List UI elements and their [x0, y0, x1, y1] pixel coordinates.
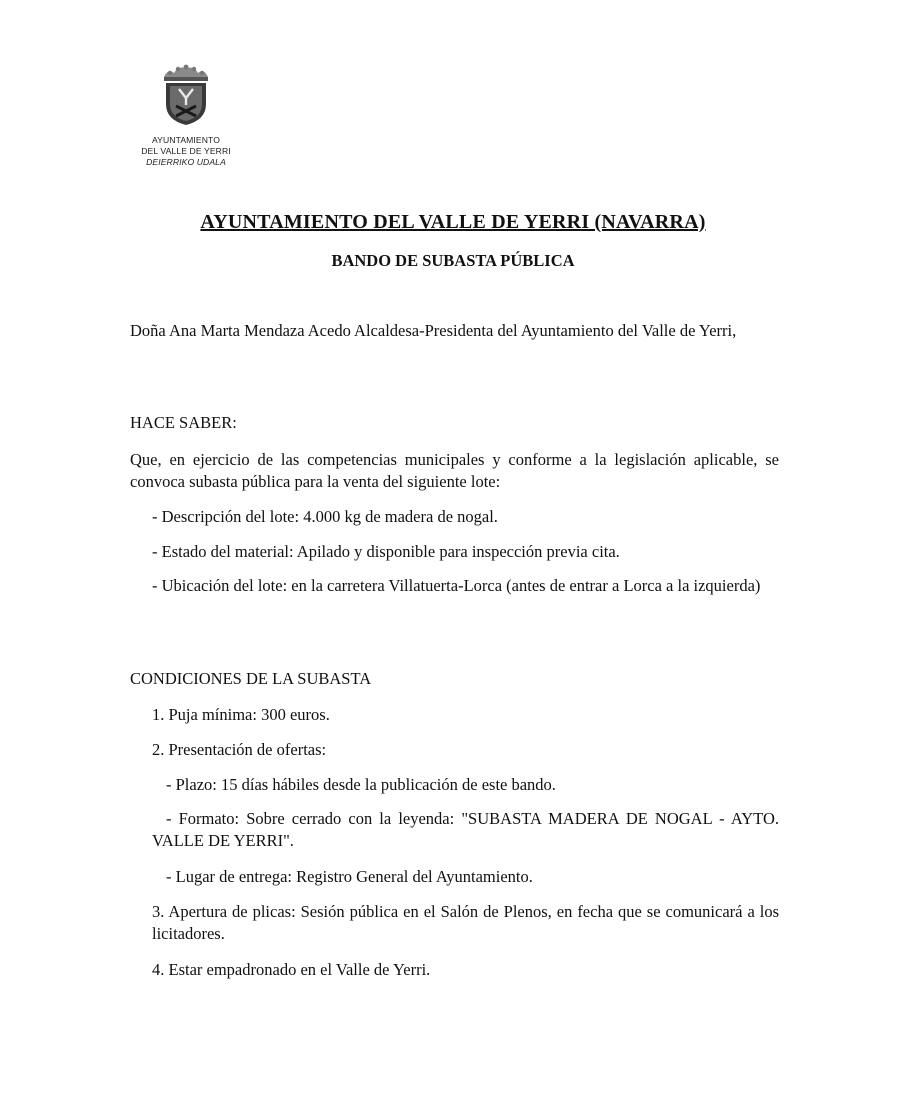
- condiciones-heading: CONDICIONES DE LA SUBASTA: [130, 669, 372, 688]
- convocatoria-paragraph: Que, en ejercicio de las competencias municipales y conforme a la legislación aplicable, se convoca subasta pública para la venta del siguiente lote:: [130, 450, 779, 491]
- lote-item-descripcion: - Descripción del lote: 4.000 kg de madera de nogal.: [152, 507, 498, 526]
- condicion-1: 1. Puja mínima: 300 euros.: [152, 705, 330, 724]
- hace-saber-heading: HACE SABER:: [130, 413, 237, 432]
- condicion-2: 2. Presentación de ofertas:: [152, 740, 327, 759]
- condicion-4: 4. Estar empadronado en el Valle de Yerri.: [152, 960, 431, 979]
- condicion-3: 3. Apertura de plicas: Sesión pública en el Salón de Plenos, en fecha que se comunicará a los licitadores.: [152, 902, 779, 943]
- condicion-2-formato: - Formato: Sobre cerrado con la leyenda: "SUBASTA MADERA DE NOGAL - AYTO. VALLE DE YERRI".: [152, 809, 779, 850]
- lote-item-estado: - Estado del material: Apilado y disponible para inspección previa cita.: [152, 542, 620, 561]
- intro-paragraph: Doña Ana Marta Mendaza Acedo Alcaldesa-Presidenta del Ayuntamiento del Valle de Yerri,: [130, 321, 737, 340]
- condicion-2-plazo: - Plazo: 15 días hábiles desde la publicación de este bando.: [166, 775, 556, 794]
- document-subtitle: BANDO DE SUBASTA PÚBLICA: [331, 251, 575, 270]
- lote-item-ubicacion: - Ubicación del lote: en la carretera Villatuerta-Lorca (antes de entrar a Lorca a la izquierda): [152, 576, 761, 595]
- logo-caption: [132, 135, 240, 168]
- coat-of-arms-icon: [156, 64, 216, 126]
- logo-line-1: AYUNTAMIENTO: [151, 135, 221, 145]
- document-title: AYUNTAMIENTO DEL VALLE DE YERRI (NAVARRA): [200, 211, 706, 233]
- municipal-logo: [132, 64, 240, 168]
- condicion-2-lugar: - Lugar de entrega: Registro General del Ayuntamiento.: [166, 867, 533, 886]
- logo-line-3: DEIERRIKO UDALA: [146, 157, 226, 167]
- logo-line-2: DEL VALLE DE YERRI: [141, 146, 231, 156]
